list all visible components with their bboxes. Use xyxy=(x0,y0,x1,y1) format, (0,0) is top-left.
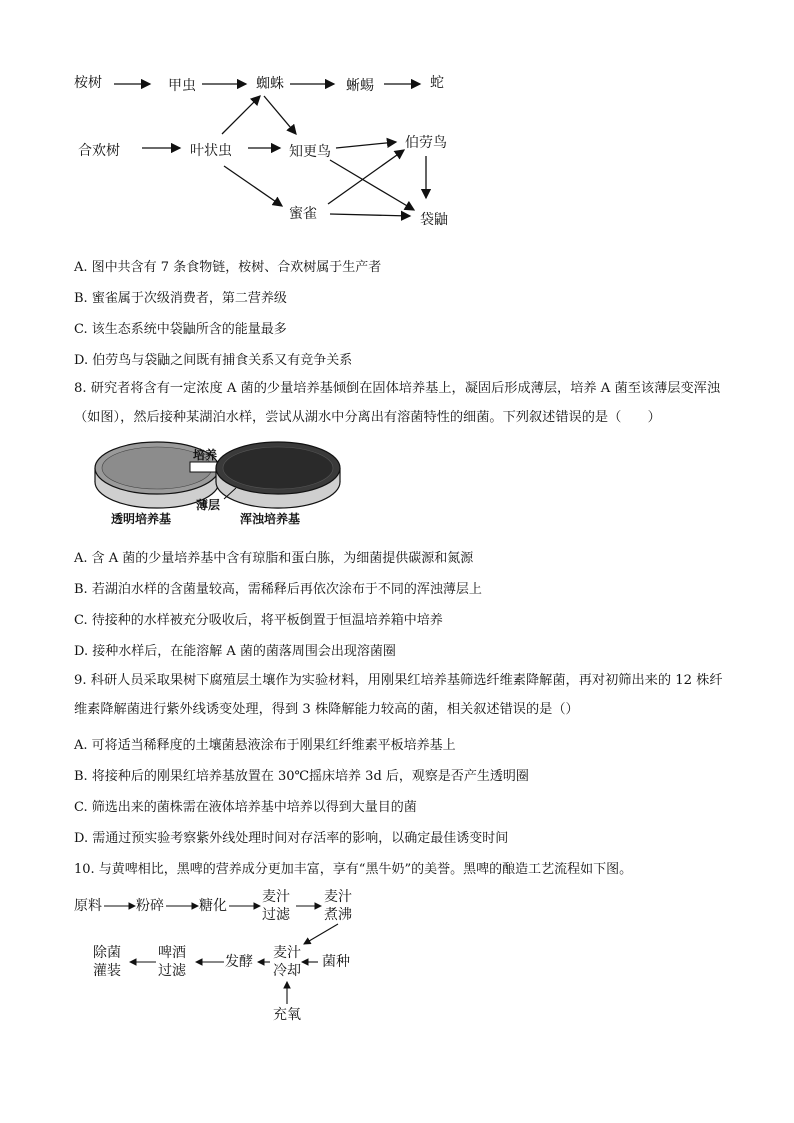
flow-sterile-fill: 除菌 灌装 xyxy=(93,945,121,979)
node-leafinsect: 叶状虫 xyxy=(190,143,232,159)
q9-stem: 9. 科研人员采取果树下腐殖层土壤作为实验材料，用刚果红培养基筛选纤维素降解菌，再对初筛出来的 12 株纤维素降解菌进行紫外线诱变处理，得到 3 株降解能力较高的菌，相关叙述错误的是（） xyxy=(74,673,723,717)
node-robin: 知更鸟 xyxy=(289,144,331,160)
node-lizard: 蜥蜴 xyxy=(346,78,374,94)
q8-option-c: C. 待接种的水样被充分吸收后，将平板倒置于恒温培养箱中培养 xyxy=(74,613,443,628)
flow-beer-filter: 啤酒 过滤 xyxy=(158,945,186,979)
node-marsupial: 袋鼬 xyxy=(420,212,448,228)
flow-wort-filter: 麦汁 过滤 xyxy=(262,889,290,923)
node-snake: 蛇 xyxy=(430,75,444,91)
q8-stem: 8. 研究者将含有一定浓度 A 菌的少量培养基倾倒在固体培养基上，凝固后形成薄层，培养 A 菌至该薄层变浑浊（如图），然后接种某湖泊水样，尝试从湖水中分离出有溶菌特性的细菌。下列叙述错误的是（ ） xyxy=(74,381,721,425)
q9-option-c: C. 筛选出来的菌株需在液体培养基中培养以得到大量目的菌 xyxy=(74,800,417,815)
node-honeyeater: 蜜雀 xyxy=(289,206,317,222)
flow-yeast: 菌种 xyxy=(322,954,350,970)
flow-oxygenate: 充氧 xyxy=(273,1007,301,1023)
node-albizia: 合欢树 xyxy=(78,143,120,159)
flow-raw-material: 原料 xyxy=(74,898,102,914)
q8-option-a: A. 含 A 菌的少量培养基中含有琼脂和蛋白胨，为细菌提供碳源和氮源 xyxy=(74,551,474,566)
q8-option-b: B. 若湖泊水样的含菌量较高，需稀释后再依次涂布于不同的浑浊薄层上 xyxy=(74,582,482,597)
node-eucalyptus: 桉树 xyxy=(74,75,102,91)
left-plate-label: 透明培养基 xyxy=(111,512,172,526)
q10-stem: 10. 与黄啤相比，黑啤的营养成分更加丰富，享有“黑牛奶”的美誉。黑啤的酿造工艺流程如下图。 xyxy=(74,862,633,877)
thin-layer-label: 薄层 xyxy=(196,498,221,512)
arrow-label-culture: 培养 xyxy=(193,448,218,462)
q7-option-a: A. 图中共含有 7 条食物链，桉树、合欢树属于生产者 xyxy=(74,260,382,275)
q7-option-b: B. 蜜雀属于次级消费者，第二营养级 xyxy=(74,291,287,306)
flow-wort-boil: 麦汁 煮沸 xyxy=(324,889,352,923)
q9-option-b: B. 将接种后的刚果红培养基放置在 30℃摇床培养 3d 后，观察是否产生透明圈 xyxy=(74,769,529,784)
q8-option-d: D. 接种水样后，在能溶解 A 菌的菌落周围会出现溶菌圈 xyxy=(74,644,396,659)
node-spider: 蜘蛛 xyxy=(256,76,284,92)
flow-wort-cool: 麦汁 冷却 xyxy=(273,945,301,979)
q7-option-c: C. 该生态系统中袋鼬所含的能量最多 xyxy=(74,322,287,337)
node-shrike: 伯劳鸟 xyxy=(405,135,447,151)
q9-option-a: A. 可将适当稀释度的土壤菌悬液涂布于刚果红纤维素平板培养基上 xyxy=(74,738,456,753)
q9-option-d: D. 需通过预实验考察紫外线处理时间对存活率的影响，以确定最佳诱变时间 xyxy=(74,831,509,846)
flow-crush: 粉碎 xyxy=(136,898,164,914)
node-beetle: 甲虫 xyxy=(168,78,196,94)
flow-ferment: 发酵 xyxy=(225,954,253,970)
q7-option-d: D. 伯劳鸟与袋鼬之间既有捕食关系又有竞争关系 xyxy=(74,353,353,368)
flow-saccharify: 糖化 xyxy=(199,898,227,914)
right-plate-label: 浑浊培养基 xyxy=(240,512,301,526)
